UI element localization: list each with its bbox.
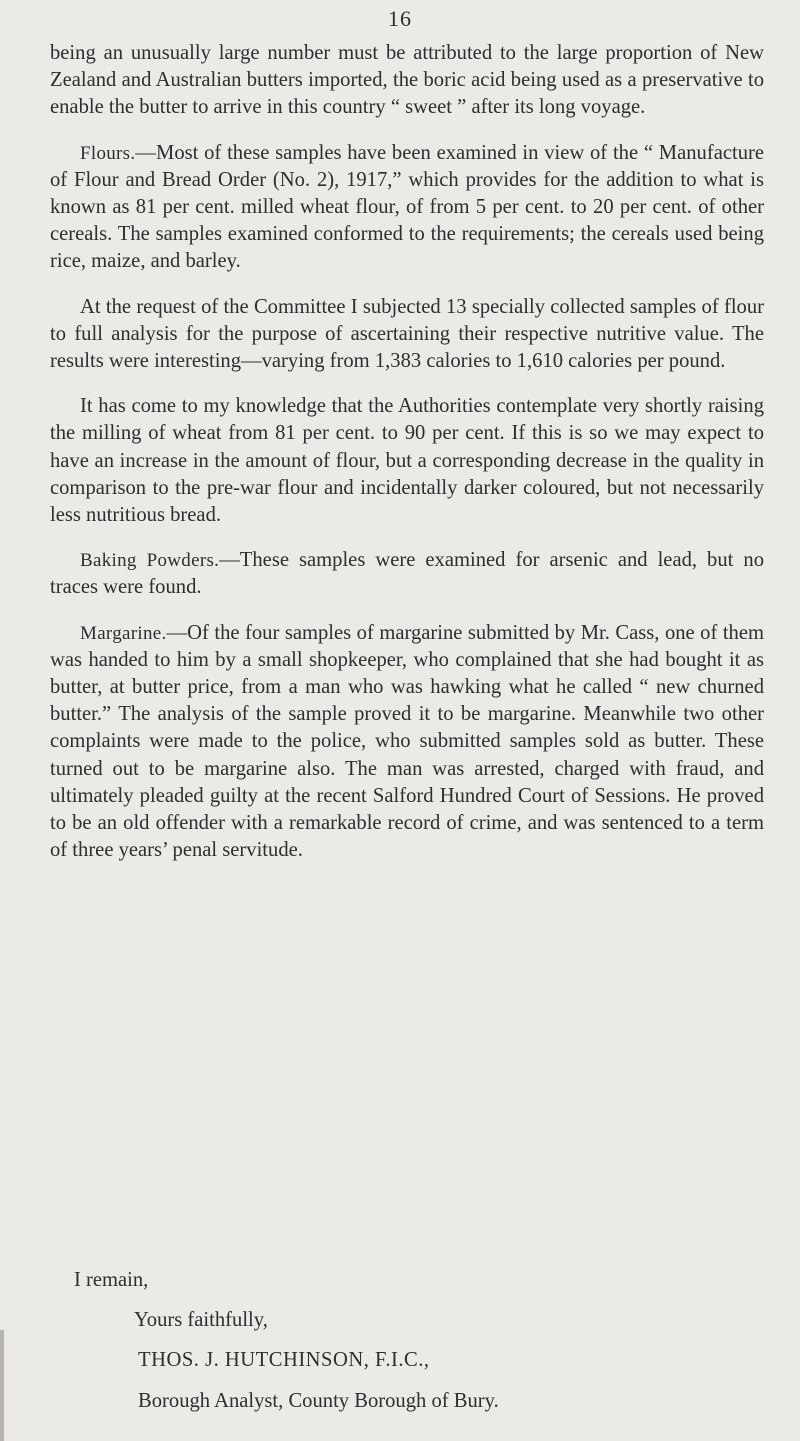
page-number: 16 <box>388 6 412 31</box>
signoff <box>50 1267 764 1415</box>
heading-margarine: Margarine. <box>80 622 167 644</box>
paragraph-butter-boric-acid: being an unusually large number must be attributed to the large proportion of New Zealand and Australian butters imported, the boric acid being used as a preservative to enable the butter to arrive in this country “ sweet ” after its long voyage. <box>50 42 764 119</box>
heading-flours: Flours. <box>80 142 136 164</box>
signature-name: THOS. J. HUTCHINSON, F.I.C., <box>138 1349 430 1372</box>
signature-title: Borough Analyst, County Borough of Bury. <box>138 1389 499 1412</box>
paragraph-margarine <box>50 620 764 865</box>
paragraph-margarine-text: —Of the four samples of margarine submitted by Mr. Cass, one of them was handed to him by a small shopkeeper, who complained that she had bought it as butter, at butter price, from a man who was hawking what he called “ new churned butter.” The analysis of the sample proved it to be margarine. Meanwhile two other complaints were made to the police, who submitted samples sold as butter. These turned out to be margarine also. The man was arrested, charged with fraud, and ultimately pleaded guilty at the recent Salford Hundred Court of Sessions. He proved to be an old offender with a remarkable record of crime, and was sentenced to a term of three years’ penal servitude. <box>50 621 764 862</box>
paragraph-baking-powders <box>50 547 764 601</box>
paragraph-flours <box>50 140 764 276</box>
closing-yours: Yours faithfully, <box>134 1309 268 1332</box>
paragraph-baking-powders-text: —These samples were examined for arsenic and lead, but no traces were found. <box>50 549 764 599</box>
paragraph-flour-analysis: At the request of the Committee I subjected 13 specially collected samples of flour to full analysis for the purpose of ascertaining their respective nutritive value. The results were interesting—varying from 1,383 calories to 1,610 calories per pound. <box>50 295 764 373</box>
heading-baking-powders: Baking Powders. <box>80 550 220 572</box>
paragraph-flours-text: —Most of these samples have been examined in view of the “ Manufacture of Flour and Bread Order (No. 2), 1917,” which provides for the addition to what is known as 81 per cent. milled wheat flour, of from 5 per cent. to 20 per cent. of other cereals. The samples examined conformed to the requirements; the cereals used being rice, maize, and barley. <box>50 141 764 273</box>
closing-remain: I remain, <box>74 1269 149 1291</box>
paragraph-milling: It has come to my knowledge that the Authorities contemplate very shortly raising the milling of wheat from 81 per cent. to 90 per cent. If this is so we may expect to have an increase in the amount of flour, but a corresponding decrease in the quality in comparison to the pre-war flour and incidentally darker coloured, but not necessarily less nutritious bread. <box>50 395 764 527</box>
report-body <box>50 40 764 882</box>
page-edge-shadow <box>0 1330 4 1441</box>
